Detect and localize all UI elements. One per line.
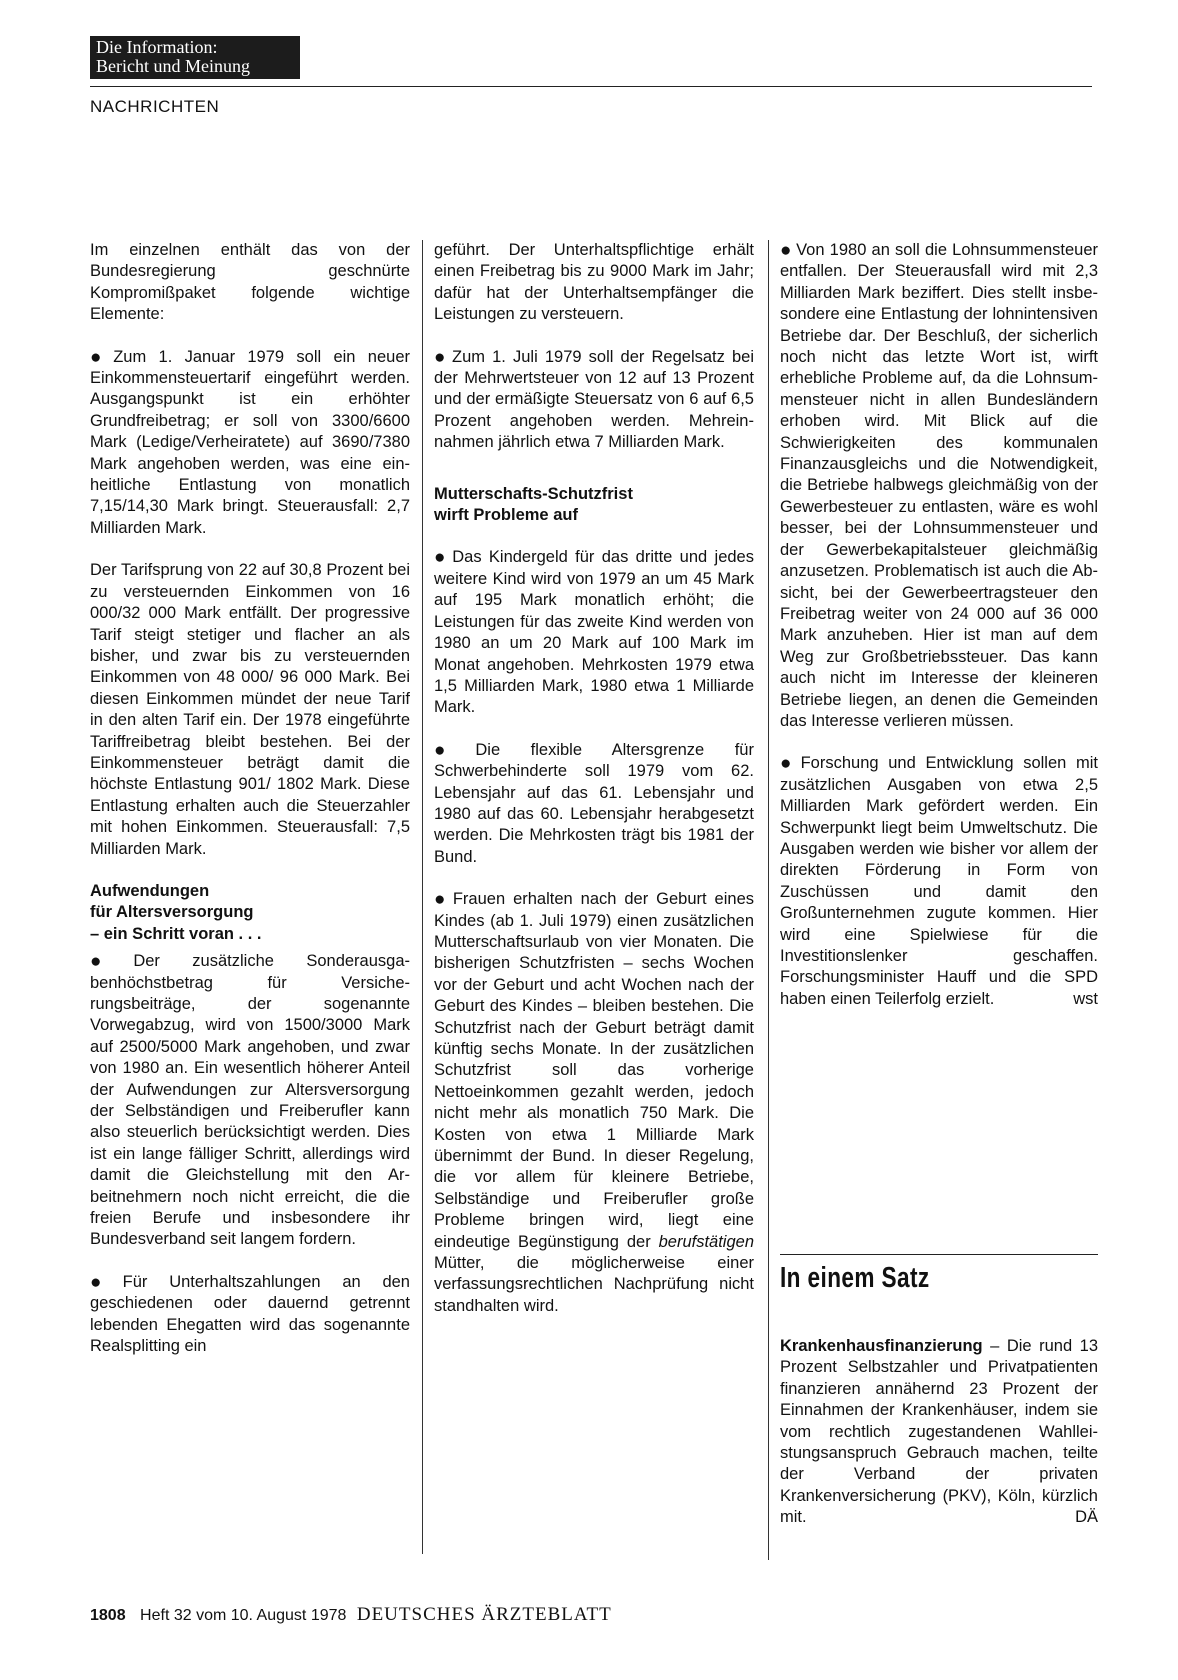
paragraph: ● Das Kindergeld für das dritte und jedes weitere Kind wird von 1979 an um 45 Mark auf 195 Mark monatlich erhöht; die Leistungen für das zweite Kind werden von 1980 an um 20 Mark auf 100 Mark im Monat angehoben. Mehrkosten 1979 etwa 1,5 Milliarden Mark, 1980 etwa 1 Milliarde Mark. xyxy=(434,547,754,717)
page-footer xyxy=(90,1604,612,1626)
satz-lead: Krankenhausfinanzierung xyxy=(780,1337,983,1355)
author-signature: wst xyxy=(1073,989,1098,1008)
rubric-line-1: Die Information: xyxy=(96,37,218,57)
satz-paragraph: Krankenhausfinanzierung – Die rund 13 Prozent Selbstzahler und Privatpatienten finanzieren annähernd 23 Prozent der Einnahmen der Krankenhäuser, indem sie vom rechtlich zugestandenen Wahlleistungsanspruch Gebrauch machen, teilte der Verband der privaten Krankenversicherung (PKV), Köln, kürzlich mit. DÄ xyxy=(780,1336,1098,1529)
satz-heading: In einem Satz xyxy=(780,1262,930,1294)
paragraph: ● Forschung und Entwicklung sollen mit zusätzlichen Ausgaben von etwa 2,5 Milliarden Mark gefördert werden. Ein Schwerpunkt liegt beim Umweltschutz. Die Ausgaben werden wie bisher vor allem der direkten Förderung in Form von Zuschüssen und damit den Großunternehmen zugute kommen. Hier wird eine Spielwiese für die Investitionslenker geschaffen. Forschungsminister Hauff und die SPD haben einen Teilerfolg erzielt. wst xyxy=(780,753,1098,1010)
satz-signature: DÄ xyxy=(1075,1508,1098,1527)
page-number: 1808 xyxy=(90,1607,126,1624)
journal-name: DEUTSCHES ÄRZTEBLATT xyxy=(356,1604,612,1625)
paragraph: geführt. Der Unterhaltspflichtige erhält einen Freibetrag bis zu 9000 Mark im Jahr; dafür hat der Unterhaltsempfänger die Leistungen zu versteuern. xyxy=(434,241,754,324)
subheading: Aufwendungen für Altersversorgung – ein Schritt voran . . . xyxy=(90,881,262,943)
bullet-icon: ● xyxy=(90,346,110,368)
paragraph: ● Frauen erhalten nach der Geburt eines Kindes (ab 1. Juli 1979) einen zusätzlichen Mutterschaftsurlaub von vier Monaten. Die bisherigen Schutzfristen – sechs Wochen vor der Geburt und acht Wochen nach der Geburt des Kindes – bleiben bestehen. Die Schutzfrist nach der Geburt beträgt damit künftig sechs Monate. In der zusätzlichen Schutzfrist soll das vorherige Nettoeinkommen gezahlt werden, jedoch nicht mehr als monatlich 750 Mark. Die Kosten von etwa 1 Milliarde Mark übernimmt der Bund. In dieser Regelung, die vor allem für kleinere Betriebe, Selbständige und Freiberufler große Probleme bringen wird, liegt eine eindeutige Begünstigung der berufstätigen Mütter, die möglicherweise einer verfassungsrechtlichen Nachprüfung nicht standhalten wird. xyxy=(434,889,754,1315)
bullet-icon: ● xyxy=(434,739,472,761)
bullet-icon: ● xyxy=(90,951,130,973)
bullet-icon: ● xyxy=(90,1271,119,1293)
satz-rule xyxy=(780,1254,1098,1255)
column-1 xyxy=(90,240,410,1379)
column-divider-2 xyxy=(768,240,769,1560)
paragraph: ● Zum 1. Juli 1979 soll der Regelsatz bei der Mehrwertsteuer von 12 auf 13 Prozent und der ermäßigte Steuersatz von 6 auf 6,5 Prozent angehoben werden. Mehreinnahmen jährlich etwa 7 Milliarden Mark. xyxy=(434,346,755,452)
rubric-line-2: Bericht und Meinung xyxy=(96,56,250,76)
paragraph: Der Tarifsprung von 22 auf 30,8 Prozent bei zu versteuernden Einkommen von 16 000/32 000 Mark entfällt. Der progressive Tarif steigt stetiger und flacher an als bisher, und zwar bis zu versteuernden Einkommen von 48 000/ 96 000 Mark. Bei diesen Einkommen mündet der neue Tarif in den alten Tarif ein. Der 1978 eingeführte Tariffreibetrag bleibt bestehen. Bei der Einkommensteuer beträgt damit die höchste Entlastung 901/ 1802 Mark. Diese Entlastung erhalten auch die Steuerzahler mit hohen Einkommen. Steuerausfall: 7,5 Milliarden Mark. xyxy=(90,561,410,858)
emphasis: berufstätigen xyxy=(658,1232,754,1251)
bullet-icon: ● xyxy=(780,240,793,261)
column-2 xyxy=(434,240,754,1338)
header-rule xyxy=(90,86,1092,87)
rubric-box xyxy=(90,36,300,79)
paragraph: ● Die flexible Altersgrenze für Schwerbehinderte soll 1979 vom 62. Lebensjahr auf das 61. Lebensjahr und 1980 auf das 60. Lebensjahr herabgesetzt werden. Die Mehrkosten trägt bis 1981 der Bund. xyxy=(434,739,754,866)
issue-info: Heft 32 vom 10. August 1978 xyxy=(140,1607,347,1624)
bullet-icon: ● xyxy=(434,889,449,911)
paragraph: ● Für Unterhaltszahlungen an den geschiedenen oder dauernd getrennt lebenden Ehegatten wird das sogenannte Realsplitting ein xyxy=(90,1271,410,1356)
bullet-icon: ● xyxy=(434,547,449,569)
paragraph: ● Von 1980 an soll die Lohnsummensteuer entfallen. Der Steuerausfall wird mit 2,3 Milliarden Mark beziffert. Dies stellt insbesondere eine Entlastung der lohnintensiven Betriebe dar. Der Beschluß, der sicherlich noch nicht das letzte Wort ist, wirft erhebliche Probleme auf, da die Lohnsummensteuer nicht in allen Bundesländern erhoben wird. Mit Blick auf die Schwierigkeiten des kommunalen Finanzausgleichs und die Notwendigkeit, die Betriebe halbwegs gleichmäßig von der Gewerbesteuer zu entlasten, wäre es wohl besser, bei der Lohnsummensteuer und der Gewerbekapitalsteuer gleichmäßig anzusetzen. Problematisch ist auch die Absicht, bei der Gewerbeertragsteuer den Freibetrag weiter von 24 000 auf 36 000 Mark anzuheben. Hier ist man auf dem Weg zur Großbetriebssteuer. Das kann auch nicht im Interesse der kleineren Betriebe liegen, an denen die Gemeinden das Interesse verlieren müssen. xyxy=(780,240,1098,730)
section-label: NACHRICHTEN xyxy=(90,97,220,116)
paragraph: Im einzelnen enthält das von der Bundesregierung geschnürte Kompromißpaket folgende wichtige Elemente: xyxy=(90,241,410,324)
bullet-icon: ● xyxy=(434,346,449,368)
bullet-icon: ● xyxy=(780,753,797,775)
subheading: Mutterschafts-Schutzfrist wirft Probleme auf xyxy=(434,484,633,525)
paragraph: ● Der zusätzliche Sonderausgabenhöchstbetrag für Versicherungsbeiträge, der sogenannte Vorwegabzug, wird von 1500/3000 Mark auf 2500/5000 Mark angehoben, und zwar von 1980 an. Ein wesentlich höherer Anteil der Aufwendungen zur Altersversorgung der Selbständigen und Freiberufler kann also steuerlich berücksichtigt werden. Dies ist ein lange fälliger Schritt, allerdings wird damit die Gleichstellung mit den Arbeitnehmern noch nicht erreicht, die die freien Berufe und insbesondere ihr Bundesverband seit langem fordern. xyxy=(90,951,410,1249)
column-divider-1 xyxy=(422,240,423,1554)
paragraph: ● Zum 1. Januar 1979 soll ein neuer Einkommensteuertarif eingeführt werden. Ausgangspunkt ist ein erhöhter Grundfreibetrag; er soll von 3300/6600 Mark (Ledige/Verheiratete) auf 3690/7380 Mark angehoben werden, was eine einheitliche Entlastung von monatlich 7,15/14,30 Mark bringt. Steuerausfall: 2,7 Milliarden Mark. xyxy=(90,346,410,537)
column-3 xyxy=(780,240,1098,1031)
